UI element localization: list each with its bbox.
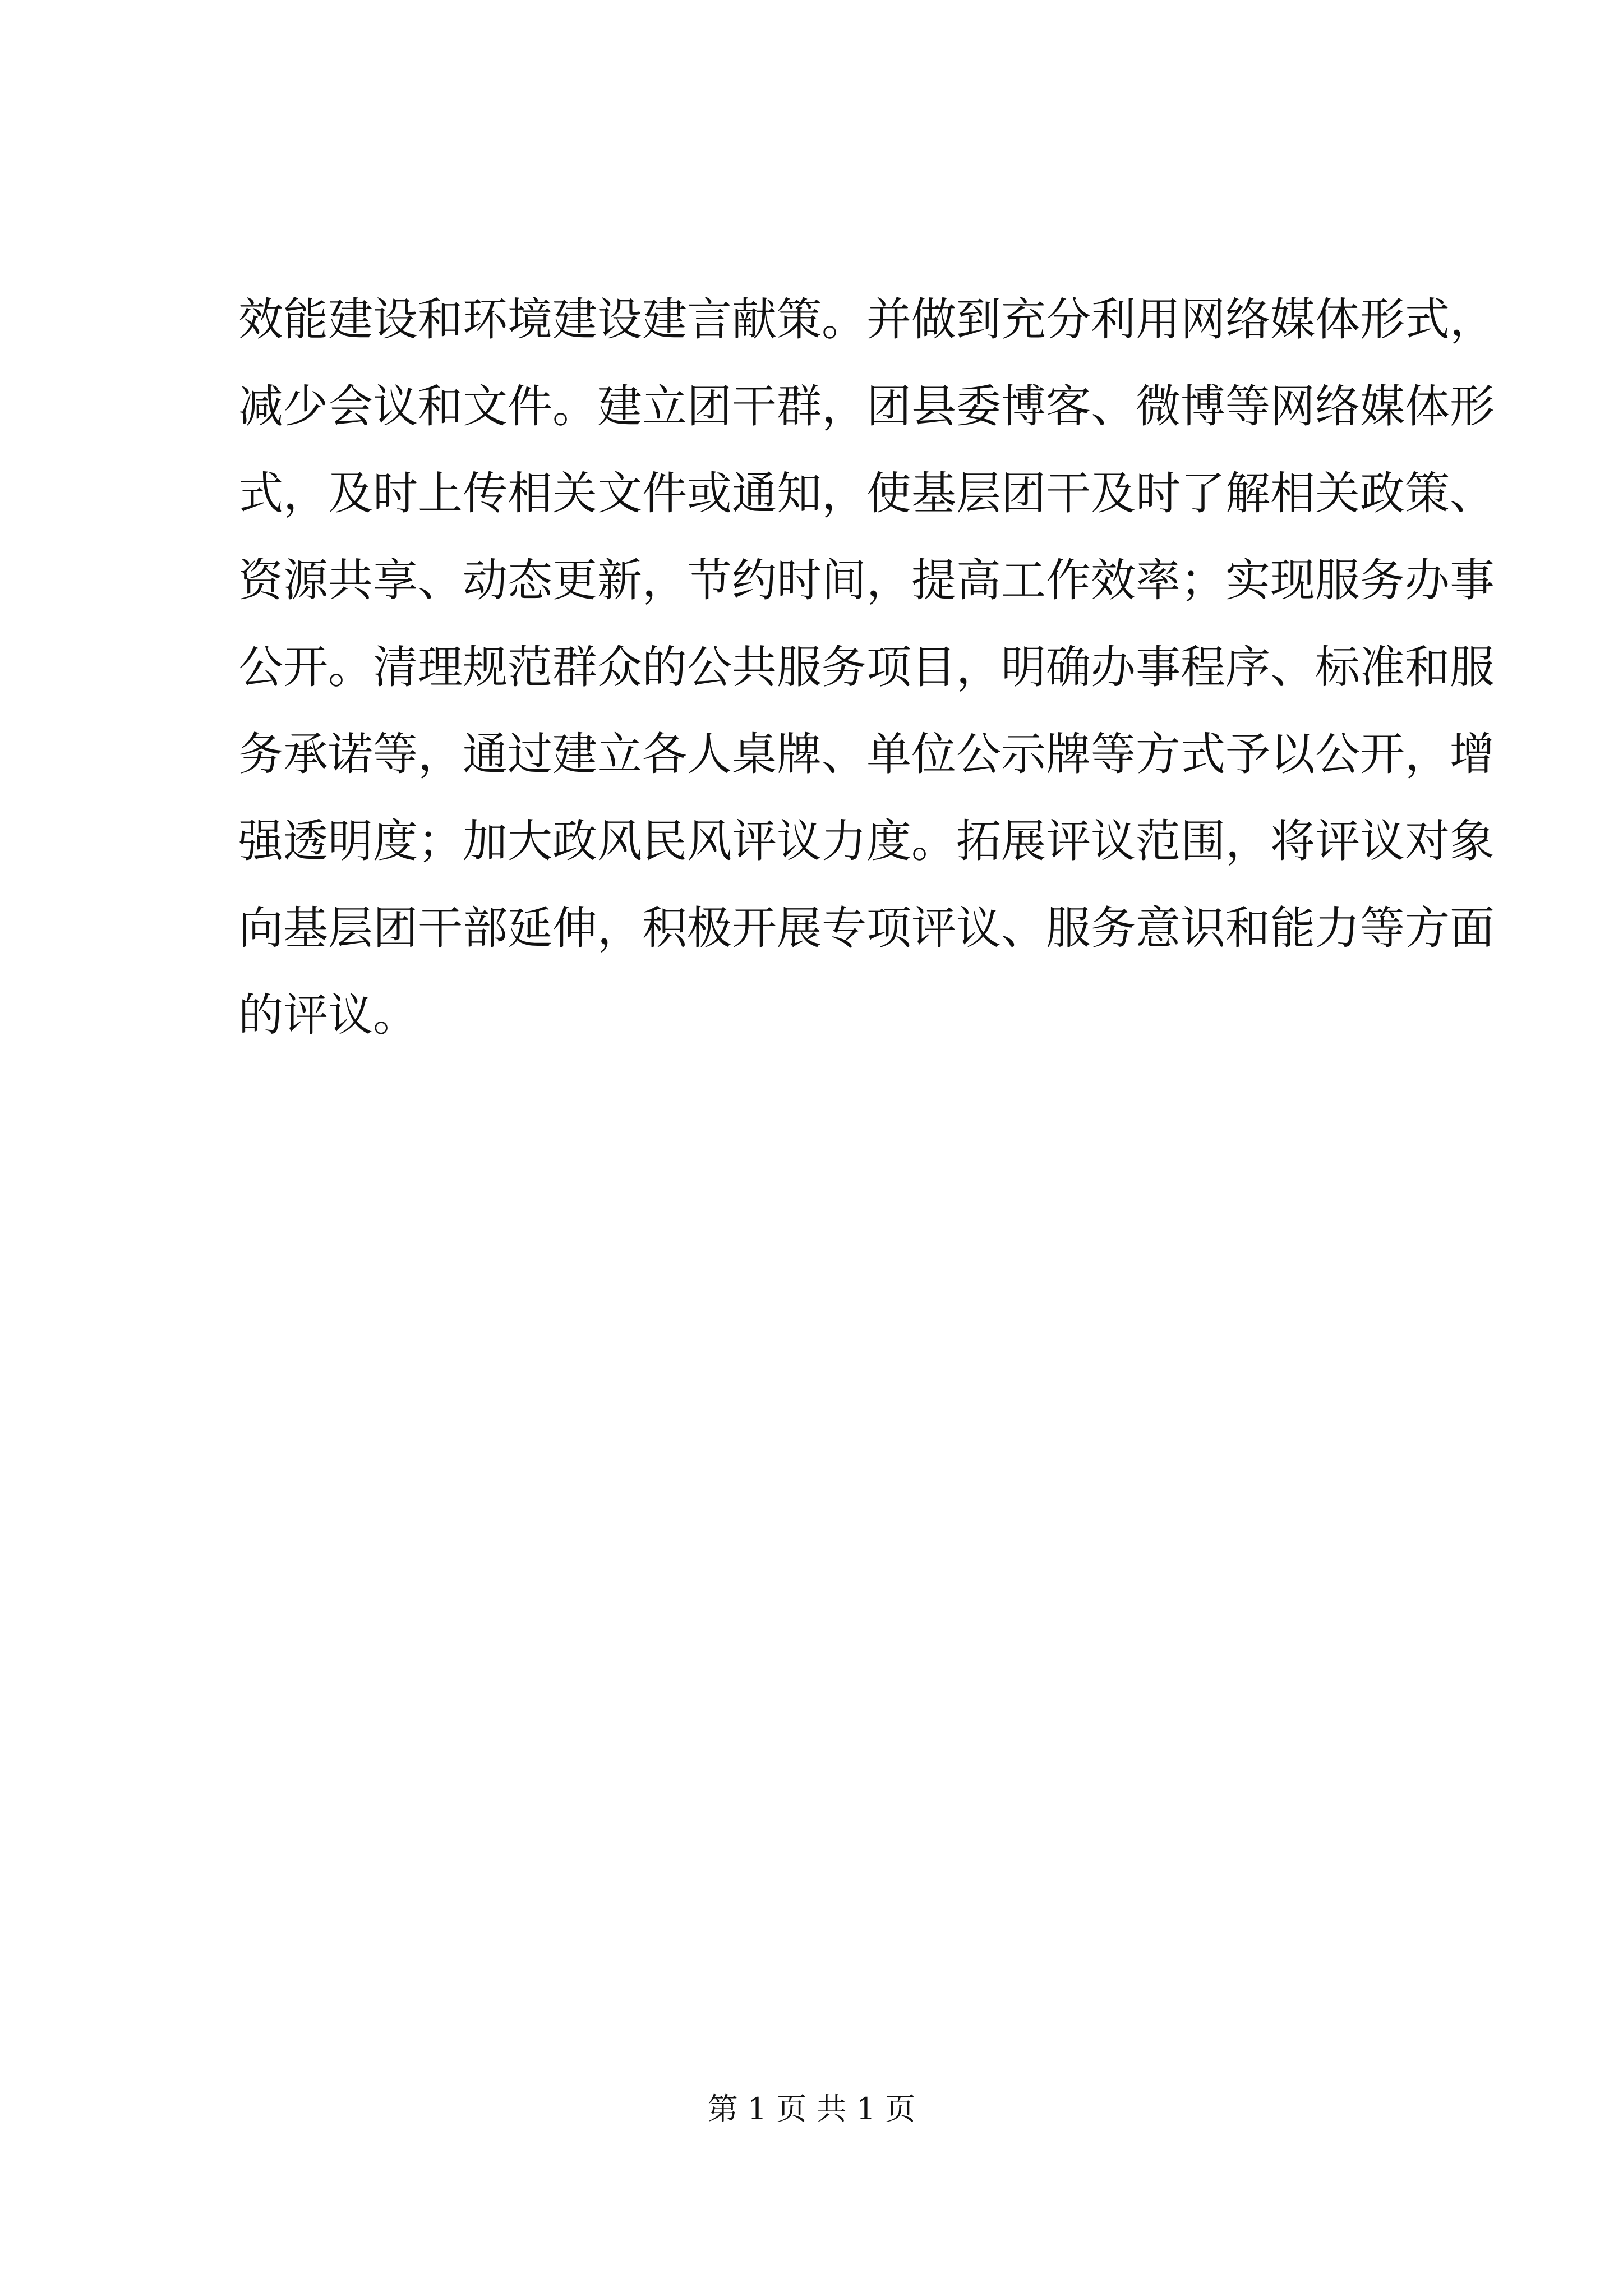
text-line-2: 减少会议和文件。建立团干群，团县委博客、微博等网络媒体形 [238,380,1495,432]
text-line-9: 的评议。 [238,989,418,1041]
text-line-1: 效能建设和环境建设建言献策。并做到充分利用网络媒体形式， [238,293,1495,346]
text-line-3: 式，及时上传相关文件或通知，使基层团干及时了解相关政策、 [238,467,1495,519]
text-line-7: 强透明度；加大政风民风评议力度。拓展评议范围，将评议对象 [238,815,1495,867]
text-line-8: 向基层团干部延伸，积极开展专项评议、服务意识和能力等方面 [238,902,1495,954]
page-footer [0,2087,1623,2132]
text-line-4: 资源共享、动态更新，节约时间，提高工作效率；实现服务办事 [238,554,1495,606]
body-paragraph [238,276,1495,1059]
page-number-label: 第 1 页 共 1 页 [707,2091,916,2127]
text-line-5: 公开。清理规范群众的公共服务项目，明确办事程序、标准和服 [238,641,1495,693]
text-line-6: 务承诺等，通过建立各人桌牌、单位公示牌等方式予以公开，增 [238,728,1495,780]
